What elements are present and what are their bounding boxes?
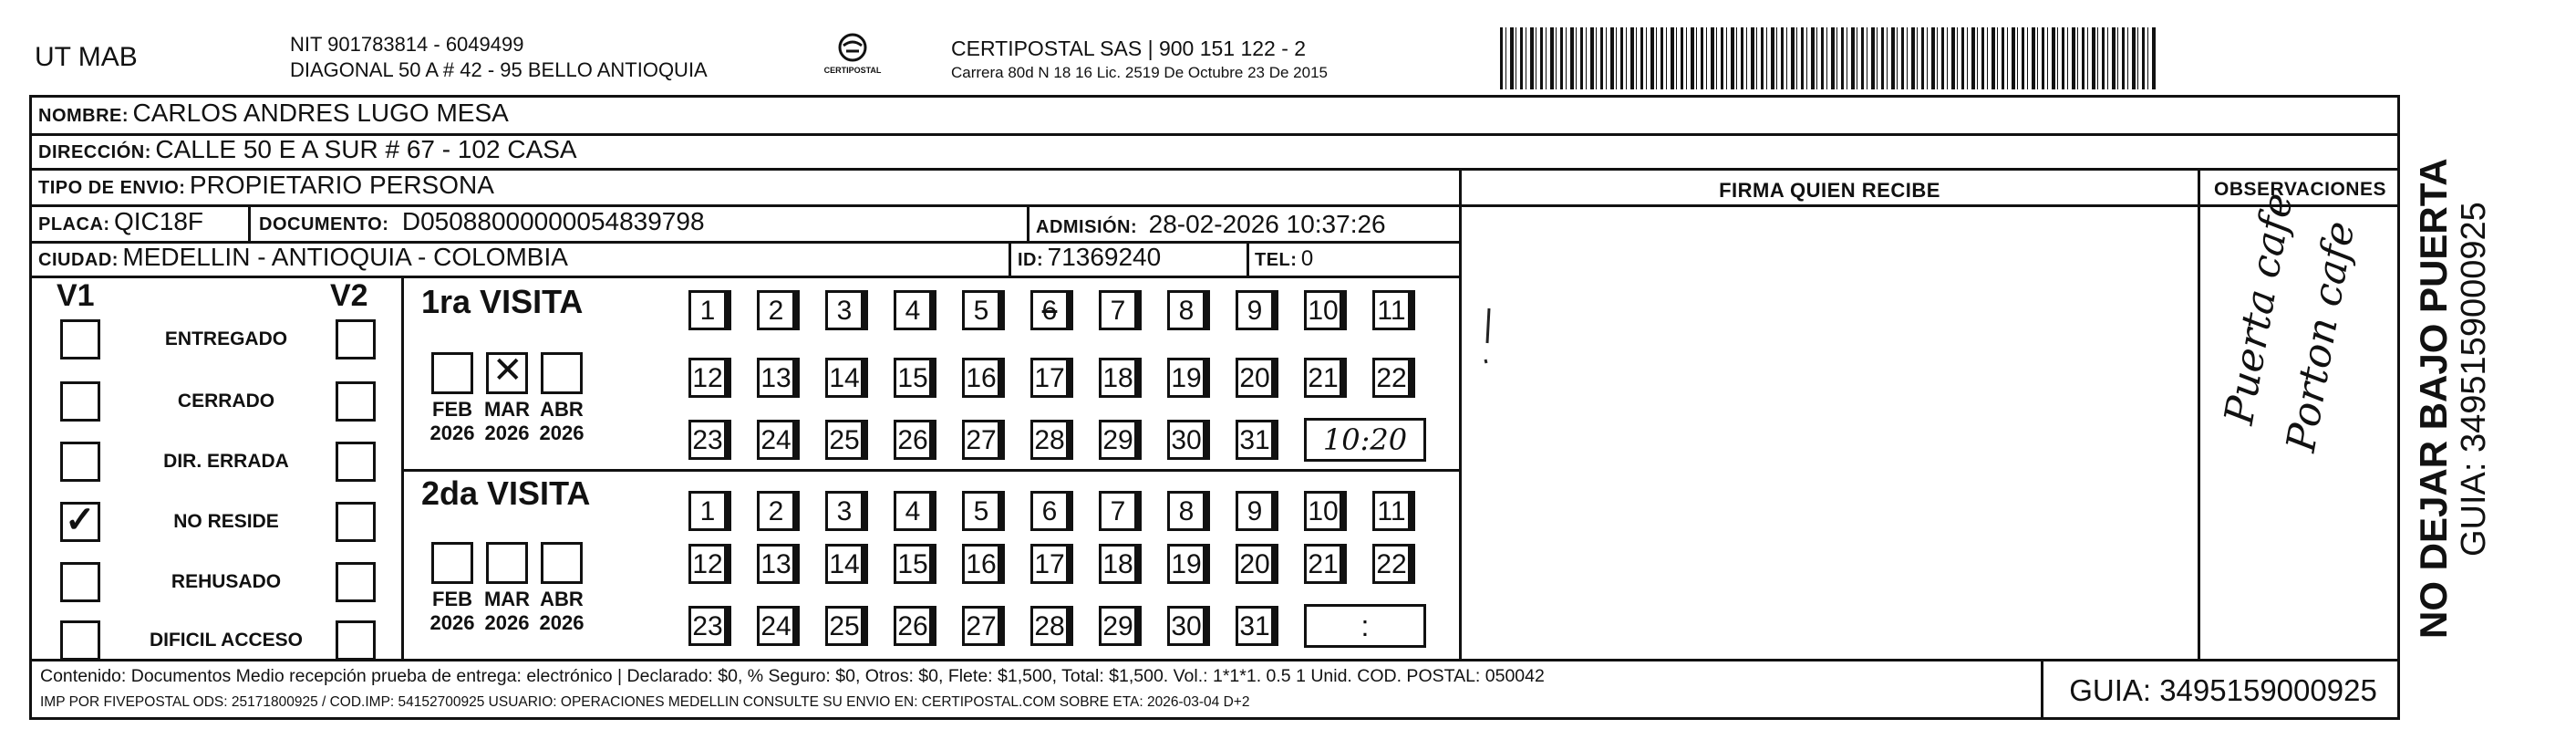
month-name: ABR xyxy=(540,588,584,610)
day-20[interactable]: 20 xyxy=(1236,358,1274,398)
v2-checkbox-3[interactable] xyxy=(336,502,376,542)
day-10[interactable]: 10 xyxy=(1304,491,1342,531)
day-8[interactable]: 8 xyxy=(1167,290,1205,330)
day-1[interactable]: 1 xyxy=(688,290,727,330)
v1-checkbox-1[interactable] xyxy=(60,381,100,422)
day-13[interactable]: 13 xyxy=(757,358,795,398)
day-26[interactable]: 26 xyxy=(894,606,932,646)
nombre-value: CARLOS ANDRES LUGO MESA xyxy=(132,99,509,127)
tipo-row xyxy=(38,171,494,200)
side-guia: GUIA: 3495159000925 xyxy=(2455,202,2493,557)
status-label-2: DIR. ERRADA xyxy=(163,451,289,472)
day-29[interactable]: 29 xyxy=(1099,606,1137,646)
month-checkbox-mar[interactable] xyxy=(486,542,528,584)
month-name: FEB xyxy=(432,588,472,610)
month-label-mar xyxy=(480,588,534,635)
day-1[interactable]: 1 xyxy=(688,491,727,531)
day-31[interactable]: 31 xyxy=(1236,420,1274,460)
day-7[interactable]: 7 xyxy=(1099,290,1137,330)
placa-value: QIC18F xyxy=(114,207,204,235)
time-field[interactable]: : xyxy=(1304,604,1426,648)
day-13[interactable]: 13 xyxy=(757,544,795,584)
tel-label: TEL: xyxy=(1255,250,1298,270)
placa-row xyxy=(38,207,203,236)
day-29[interactable]: 29 xyxy=(1099,420,1137,460)
footer-contenido: Contenido: Documentos Medio recepción prueba de entrega: electrónico | Declarado: $0, % Seguro: $0, Otros: $0, Flete: $1,500, Total: $1,500. Vol.: 1*1*1. 0.5 1 Unid. COD. POSTAL: 050042 xyxy=(40,666,1545,686)
day-23[interactable]: 23 xyxy=(688,420,727,460)
v1-checkbox-0[interactable] xyxy=(60,319,100,359)
day-19[interactable]: 19 xyxy=(1167,358,1205,398)
v2-label: V2 xyxy=(330,278,368,313)
status-label-4: REHUSADO xyxy=(171,571,282,592)
month-checkbox-abr[interactable] xyxy=(541,542,583,584)
observaciones-note-2: Porton cafe xyxy=(2278,217,2364,455)
footer-guia: GUIA: 3495159000925 xyxy=(2069,673,2377,707)
courier-name: CERTIPOSTAL SAS | 900 151 122 - 2 xyxy=(951,36,1307,60)
status-label-0: ENTREGADO xyxy=(164,328,288,349)
month-year: 2026 xyxy=(539,422,585,444)
month-label-abr xyxy=(534,398,589,445)
day-17[interactable]: 17 xyxy=(1030,544,1069,584)
logo-text: CERTIPOSTAL xyxy=(823,66,882,75)
day-9[interactable]: 9 xyxy=(1236,290,1274,330)
v1-check-mark-icon: ✓ xyxy=(65,500,96,540)
ciudad-value: MEDELLIN - ANTIOQUIA - COLOMBIA xyxy=(122,243,568,271)
month-year: 2026 xyxy=(539,611,585,634)
day-31[interactable]: 31 xyxy=(1236,606,1274,646)
day-4[interactable]: 4 xyxy=(894,290,932,330)
footer-imp: IMP POR FIVEPOSTAL ODS: 25171800925 / COD.IMP: 54152700925 USUARIO: OPERACIONES MEDELLIN CONSULTE SU ENVIO EN: CERTIPOSTAL.COM SOBRE ETA: 2026-03-04 D+2 xyxy=(40,694,1250,710)
day-5[interactable]: 5 xyxy=(962,491,1000,531)
ciudad-row xyxy=(38,243,568,272)
signature-area xyxy=(1462,206,2198,659)
month-year: 2026 xyxy=(484,422,530,444)
day-10[interactable]: 10 xyxy=(1304,290,1342,330)
tel-value: 0 xyxy=(1300,246,1314,271)
day-11[interactable]: 11 xyxy=(1372,491,1411,531)
ciudad-label: CIUDAD: xyxy=(38,250,119,270)
day-27[interactable]: 27 xyxy=(962,420,1000,460)
id-label: ID: xyxy=(1018,250,1044,270)
courier-logo xyxy=(816,31,889,86)
day-11[interactable]: 11 xyxy=(1372,290,1411,330)
day-25[interactable]: 25 xyxy=(825,606,864,646)
id-value: 71369240 xyxy=(1047,243,1162,271)
day-2[interactable]: 2 xyxy=(757,290,795,330)
observaciones-note-1: Puerta cafe xyxy=(2216,189,2302,428)
day-3[interactable]: 3 xyxy=(825,290,864,330)
no-dejar-warning: NO DEJAR BAJO PUERTA xyxy=(2412,158,2455,639)
firma-header: FIRMA QUIEN RECIBE xyxy=(1719,179,1940,202)
tipo-value: PROPIETARIO PERSONA xyxy=(189,171,494,199)
day-28[interactable]: 28 xyxy=(1030,420,1069,460)
day-16[interactable]: 16 xyxy=(962,358,1000,398)
day-30[interactable]: 30 xyxy=(1167,420,1205,460)
day-17[interactable]: 17 xyxy=(1030,358,1069,398)
direccion-row xyxy=(38,135,577,164)
day-18[interactable]: 18 xyxy=(1099,358,1137,398)
month-label-feb xyxy=(425,398,480,445)
day-14[interactable]: 14 xyxy=(825,544,864,584)
admision-label: ADMISIÓN: xyxy=(1036,217,1138,237)
x-mark-icon: ✕ xyxy=(492,350,523,391)
day-6[interactable]: 6 xyxy=(1030,290,1069,330)
day-3[interactable]: 3 xyxy=(825,491,864,531)
day-19[interactable]: 19 xyxy=(1167,544,1205,584)
day-28[interactable]: 28 xyxy=(1030,606,1069,646)
day-21[interactable]: 21 xyxy=(1304,358,1342,398)
month-year: 2026 xyxy=(429,422,475,444)
day-15[interactable]: 15 xyxy=(894,544,932,584)
id-row xyxy=(1018,243,1161,272)
month-label-feb xyxy=(425,588,480,635)
direccion-label: DIRECCIÓN: xyxy=(38,142,151,162)
v1-label: V1 xyxy=(57,278,95,313)
month-name: MAR xyxy=(483,588,531,610)
status-label-5: DIFICIL ACCESO xyxy=(149,630,303,651)
day-4[interactable]: 4 xyxy=(894,491,932,531)
sender-address: DIAGONAL 50 A # 42 - 95 BELLO ANTIOQUIA xyxy=(290,58,708,81)
v2-checkbox-2[interactable] xyxy=(336,442,376,482)
direccion-value: CALLE 50 E A SUR # 67 - 102 CASA xyxy=(155,135,577,163)
status-label-1: CERRADO xyxy=(177,391,275,411)
month-checkbox-feb[interactable] xyxy=(431,352,473,394)
day-22[interactable]: 22 xyxy=(1372,358,1411,398)
month-name: MAR xyxy=(483,398,531,421)
documento-row xyxy=(259,207,705,236)
month-checkbox-mar[interactable] xyxy=(486,352,528,394)
day-26[interactable]: 26 xyxy=(894,420,932,460)
signature-scribble-icon xyxy=(1462,206,2198,659)
documento-value: D05088000000054839798 xyxy=(401,207,705,235)
day-2[interactable]: 2 xyxy=(757,491,795,531)
day-27[interactable]: 27 xyxy=(962,606,1000,646)
admision-row xyxy=(1036,210,1386,239)
day-6[interactable]: 6 xyxy=(1030,491,1069,531)
day-12[interactable]: 12 xyxy=(688,544,727,584)
month-label-mar xyxy=(480,398,534,445)
v2-checkbox-0[interactable] xyxy=(336,319,376,359)
v2-checkbox-5[interactable] xyxy=(336,620,376,661)
v1-checkbox-4[interactable] xyxy=(60,562,100,602)
company-name: UT MAB xyxy=(35,42,138,72)
month-year: 2026 xyxy=(429,611,475,634)
day-14[interactable]: 14 xyxy=(825,358,864,398)
day-9[interactable]: 9 xyxy=(1236,491,1274,531)
day-23[interactable]: 23 xyxy=(688,606,727,646)
day-18[interactable]: 18 xyxy=(1099,544,1137,584)
observaciones-header: OBSERVACIONES xyxy=(2214,179,2386,200)
month-checkbox-feb[interactable] xyxy=(431,542,473,584)
day-7[interactable]: 7 xyxy=(1099,491,1137,531)
nombre-row xyxy=(38,99,509,128)
day-20[interactable]: 20 xyxy=(1236,544,1274,584)
v1-checkbox-2[interactable] xyxy=(60,442,100,482)
day-24[interactable]: 24 xyxy=(757,420,795,460)
v1-checkbox-3[interactable] xyxy=(60,502,100,542)
tel-row xyxy=(1255,246,1313,272)
v2-checkbox-1[interactable] xyxy=(336,381,376,422)
day-8[interactable]: 8 xyxy=(1167,491,1205,531)
day-15[interactable]: 15 xyxy=(894,358,932,398)
day-22[interactable]: 22 xyxy=(1372,544,1411,584)
day-24[interactable]: 24 xyxy=(757,606,795,646)
month-year: 2026 xyxy=(484,611,530,634)
v1-checkbox-5[interactable] xyxy=(60,620,100,661)
status-label-3: NO RESIDE xyxy=(173,511,279,532)
day-21[interactable]: 21 xyxy=(1304,544,1342,584)
barcode xyxy=(1500,27,2157,89)
certipostal-logo-icon xyxy=(816,31,889,86)
second-visit-label: 2da VISITA xyxy=(421,474,591,512)
documento-label: DOCUMENTO: xyxy=(259,214,389,234)
day-16[interactable]: 16 xyxy=(962,544,1000,584)
first-visit-label: 1ra VISITA xyxy=(421,283,584,320)
placa-label: PLACA: xyxy=(38,214,110,234)
v2-checkbox-4[interactable] xyxy=(336,562,376,602)
month-label-abr xyxy=(534,588,589,635)
tipo-label: TIPO DE ENVIO: xyxy=(38,178,186,198)
admision-value: 28-02-2026 10:37:26 xyxy=(1148,210,1386,238)
month-name: ABR xyxy=(540,398,584,421)
day-25[interactable]: 25 xyxy=(825,420,864,460)
day-5[interactable]: 5 xyxy=(962,290,1000,330)
time-field[interactable]: 10:20 xyxy=(1304,418,1426,462)
day-30[interactable]: 30 xyxy=(1167,606,1205,646)
courier-address: Carrera 80d N 18 16 Lic. 2519 De Octubre 23 De 2015 xyxy=(951,64,1328,81)
sender-nit: NIT 901783814 - 6049499 xyxy=(290,33,524,56)
nombre-label: NOMBRE: xyxy=(38,106,129,126)
day-12[interactable]: 12 xyxy=(688,358,727,398)
month-checkbox-abr[interactable] xyxy=(541,352,583,394)
month-name: FEB xyxy=(432,398,472,421)
